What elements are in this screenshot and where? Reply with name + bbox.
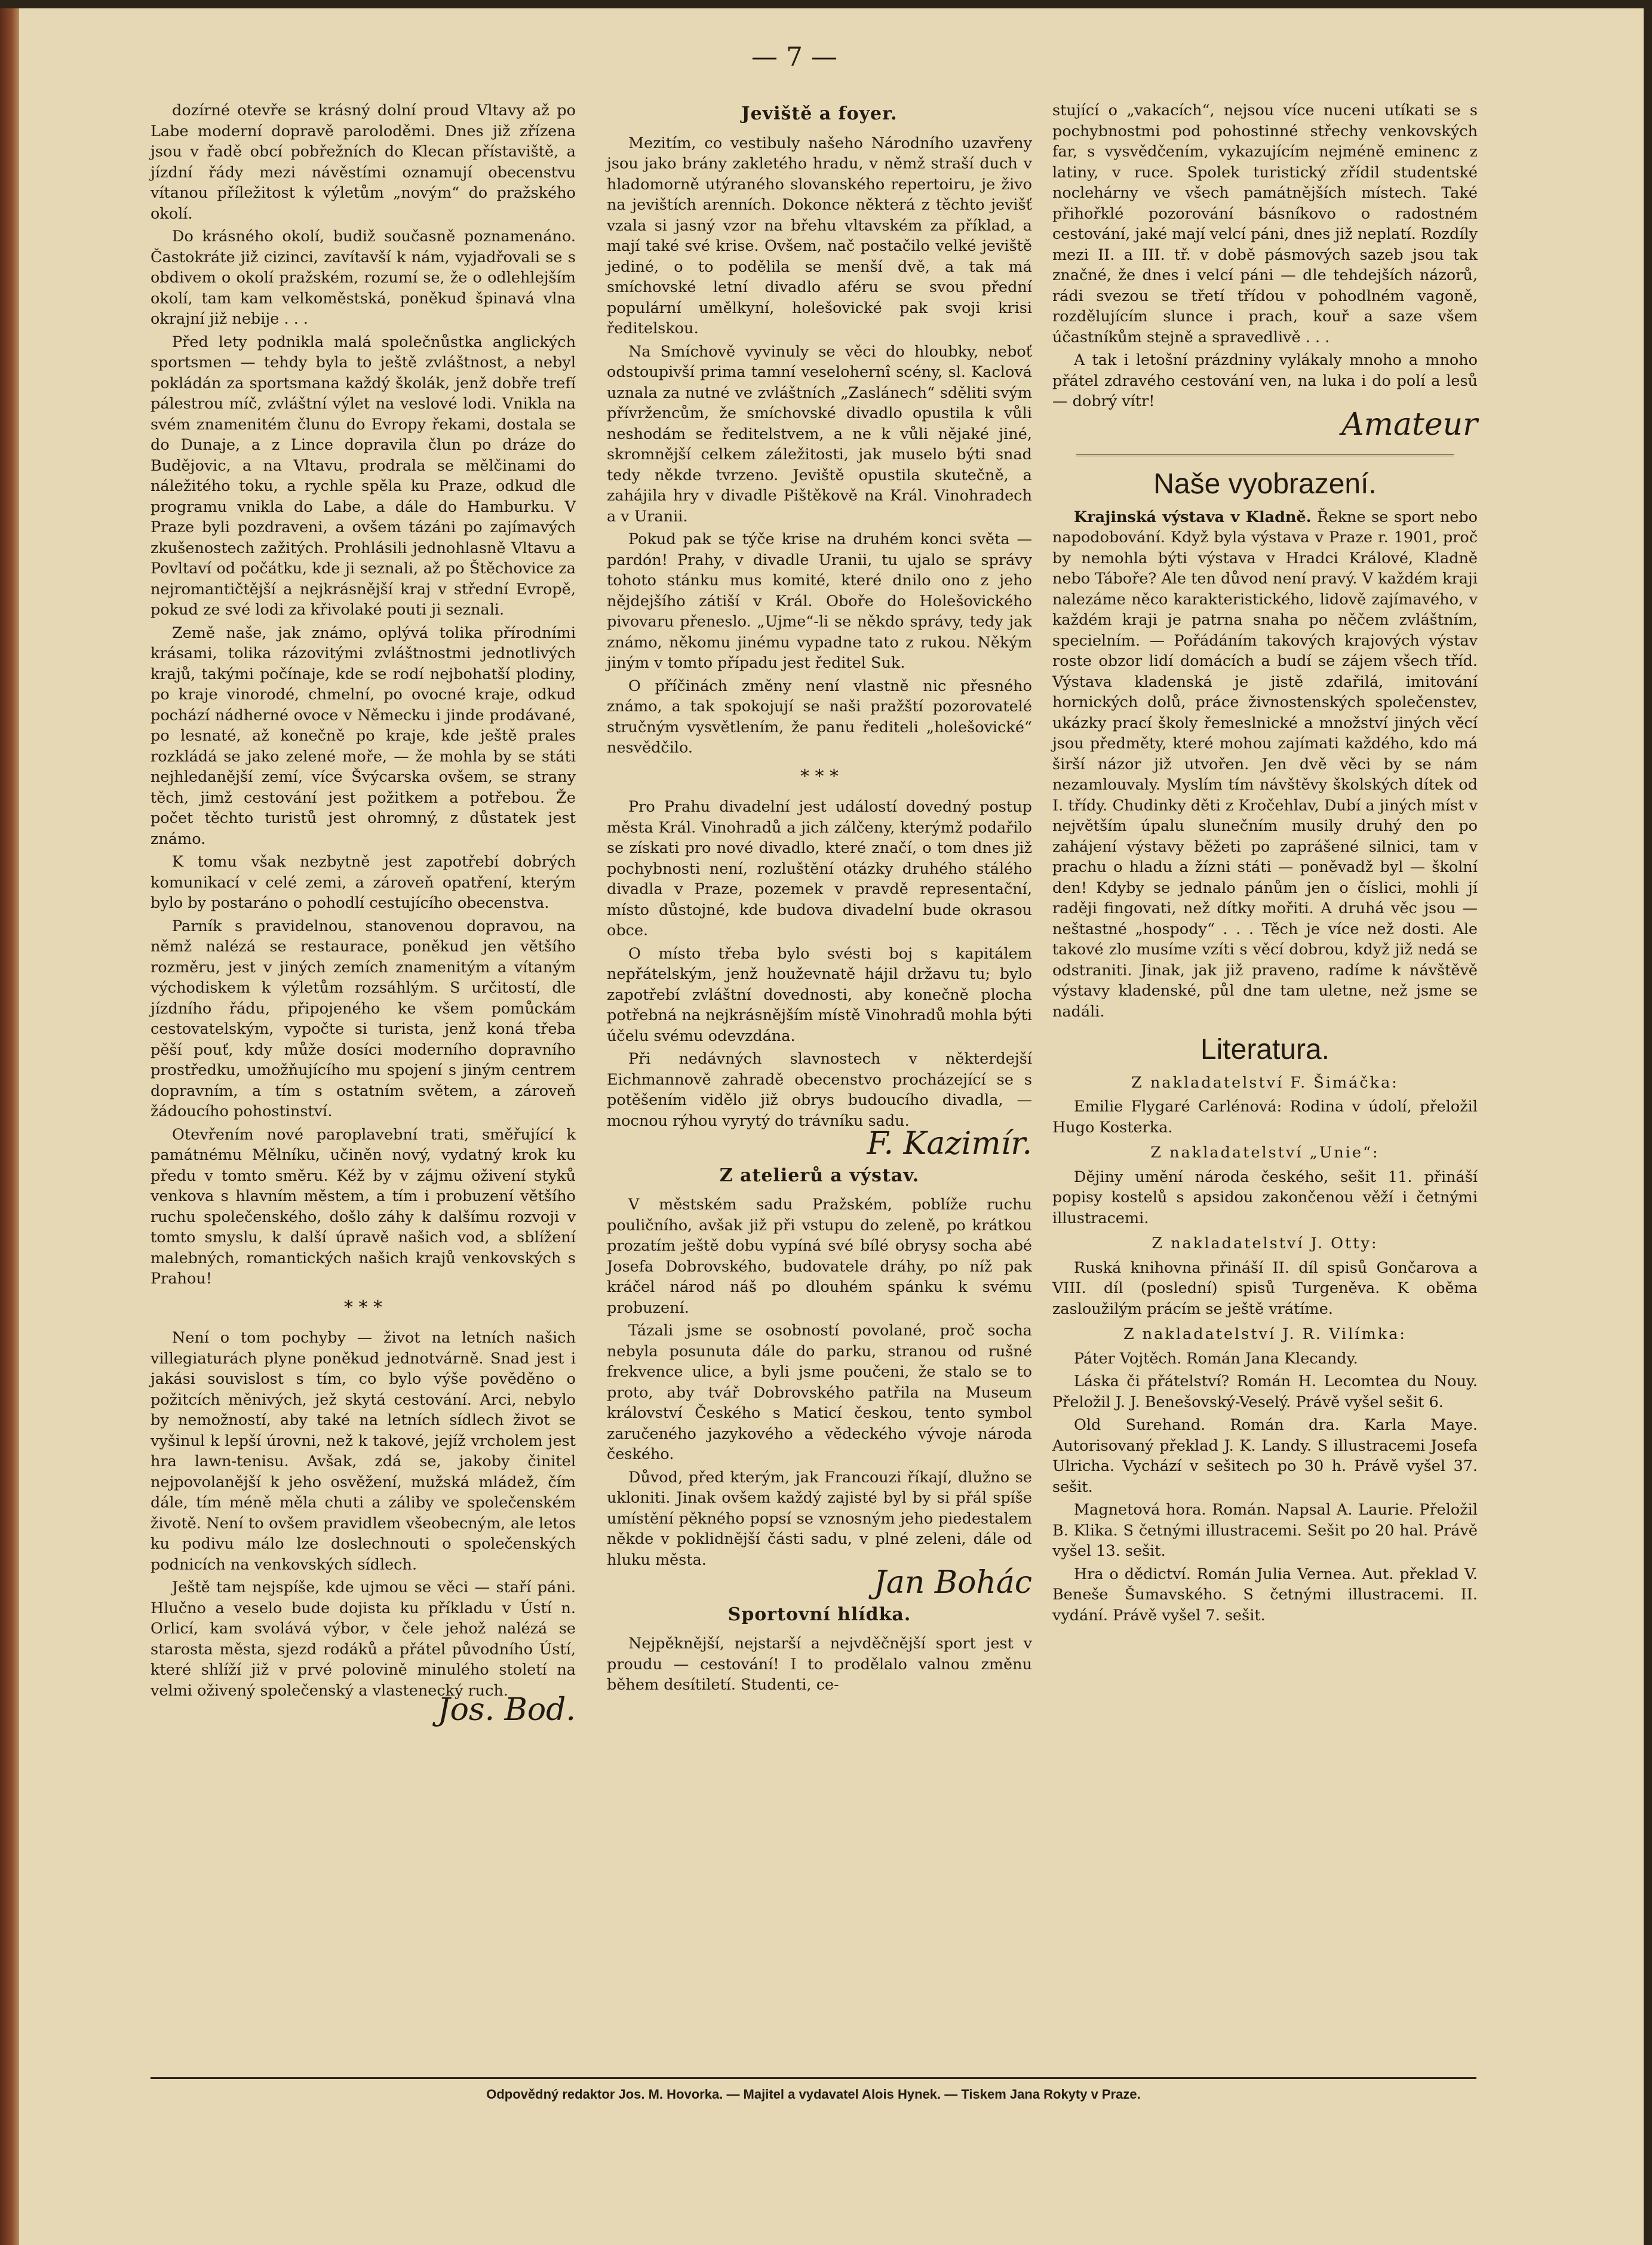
paragraph: Pokud pak se týče krise na druhém konci světa — pardón! Prahy, v divadle Uranii, tu ujalo se správy tohoto stánku mus komité, které dnilo ono z jeho nějdejšího zátiší v Král. Oboře do Holešovického pivovaru přeneslo. „Ujme“-li se někdo správy, tedy jak známo, někomu jinému vypadne tato z rukou. Někým jiným v tomto případu jest ředitel Suk.	[607, 530, 1032, 672]
paragraph: Parník s pravidelnou, stanovenou dopravou, na němž nalézá se restaurace, poněkud jen většího rozměru, jest v jiných zemích znamenitým a vítaným východiskem k výletům rozsáhlým. S určitostí, dle jízdního řádu, připojeného ke všem pomůckám cestovatelským, vypočte si turista, jenž koná třeba pěší pouť, kdy může dosíci moderního dopravního prostředku, umožňujícího mu spojení s jiným centrem dopravním, a tím s ostatním světem, a zároveň žádoucího pohostinství.	[151, 917, 576, 1120]
section-divider-stars: * * *	[800, 766, 839, 787]
exhibition-text: Řekne se sport nebo napodobování. Když byla výstava v Praze r. 1901, proč by nemohla býti výstava v Hradci Králové, Kladně nebo Táboře? Ale ten důvod není pravý. V každém kraji nalezáme něco karakteristického, lidově zajímavého, v každém kraji je patrna snaha po něčem zvláštním, specielním. — Pořádáním takových krajových výstav roste obzor lidí domácích a budí se zájem všech tříd. Výstava kladenská je jistě zdařilá, imitování hornických dolů, práce živnostenských společenstev, ukázky prací školy řemeslnické a množství jiných věcí jsou předměty, které mohou zajímati každého, kdo má širší názor již utvořen. Jen dvě věci by se nám nezamlouvaly. Myslím tím návštěvy školských dítek od I. třídy. Chudinky děti z Kročehlav, Dubí a jiných míst v největším úpalu slunečním musily druhý den po zahájení výstavy běžeti po zaprášené silnici, tam v prachu o hladu a žízni státi — poněvadž byl — školní den! Kdyby se jednalo pánům jen o číslici, mohli jí raději fingovati, než dítky mořiti. A druhá věc jsou — neštastné „hospody“ . . . Těch je více než dosti. Ale takové zlo musíme vzíti s věcí dobrou, když již nedá se odstraniti. Jinak, jak již praveno, radíme k návštěvě výstavy kladenské, půl dne tam uletne, než jsme se nadáli.	[1052, 508, 1478, 1021]
section-rule	[1076, 454, 1454, 456]
section-heading-theatre: Jeviště a foyer.	[741, 103, 898, 124]
scan-edge-top	[0, 0, 1652, 8]
paragraph: V městském sadu Pražském, poblíže ruchu pouličního, avšak již při vstupu do zeleně, po krátkou prozatím ještě dobu vypíná své bílé obrysy socha abé Josefa Dobrovského, budovatele dráhy, po níž pak kráčel národ náš po dlouhém spánku k svému probuzení.	[607, 1196, 1032, 1317]
book-entry: Magnetová hora. Román. Napsal A. Laurie. Přeložil B. Klika. S četnými illustracemi. Sešit po 20 hal. Právě vyšel 13. sešit.	[1052, 1501, 1478, 1560]
exhibition-title: Krajinská výstava v Kladně.	[1074, 508, 1312, 526]
publisher-heading: Z nakladatelství „Unie“:	[1150, 1144, 1380, 1162]
section-heading-ateliers: Z atelierů a výstav.	[719, 1165, 920, 1186]
publisher-heading: Z nakladatelství F. Šimáčka:	[1131, 1073, 1399, 1092]
paragraph: Důvod, před kterým, jak Francouzi říkají, dlužno se ukloniti. Jinak ovšem každý zajisté byl by si přál spíše umístění pěkného popsí se vznosným jeho piedestalem někde v poklidnější části sadu, v plné zeleni, dále od hluku města.	[607, 1468, 1032, 1569]
paragraph: Ještě tam nejspíše, kde ujmou se věci — staří páni. Hlučno a veselo bude dojista ku příkladu v Ústí n. Orlicí, kam svolává výbor, v čele jehož nalézá se starosta města, sjezd rodáků a přátel původního Ústí, které shlíží již v prvé polovině minulého století na velmi oživený společenský a vlastenecký ruch.	[151, 1578, 576, 1700]
author-signature-wrap	[607, 1565, 1032, 1601]
paragraph: Nejpěknější, nejstarší a nejvděčnější sport jest v proudu — cestování! I to prodělalo valnou změnu během desítiletí. Studenti, ce-	[607, 1635, 1032, 1694]
paragraph: Není o tom pochyby — život na letních našich villegiaturách plyne poněkud jednotvárně. Snad jest i jakási souvislost s tím, co bylo výše pověděno o požitcích měnivých, jež skytá cestování. Arci, nebylo by nemožností, aby také na letních sídlech život se vyšinul k lepší úrovni, než k takové, jejíž vrcholem jest hra lawn-tenisu. Avšak, zdá se, jakoby činitel nejpovolanější k jeho osvěžení, mužská mládež, čím dále, tím méně měla chuti a záliby ve společenském životě. Není to ovšem pravidlem všeobecným, ale letos ku podivu málo lze doslechnouti o společenských podnicích na venkovských sídlech.	[151, 1329, 576, 1574]
section-heading-literature: Literatura.	[1200, 1034, 1330, 1065]
author-signature-wrap	[607, 1126, 1032, 1162]
paragraph: Otevřením nové paroplavební trati, směřující k památnému Mělníku, učiněn nový, vydatný krok ku předu v tomto směru. Kéž by v zájmu oživení styků venkova s hlavním městem, a tím i probuzení většího ruchu společenského, došlo záhy k dalšímu rozvoji v tomto smyslu, k další úpravě našich vod, a sblížení malebných, romantických našich krajů venkovských s Prahou!	[151, 1125, 576, 1288]
author-signature: Jos. Bod.	[437, 1692, 576, 1728]
author-signature-wrap	[1052, 406, 1478, 443]
paragraph: Mezitím, co vestibuly našeho Národního uzavřeny jsou jako brány zakletého hradu, v němž straší duch v hladomorně utýraného slovanského repertoiru, je živo na jevištích arenních. Dokonce některá z těchto jevišť vzala si jasný vzor na břehu vltavském za příklad, a mají také své krise. Ovšem, nač postačilo velké jeviště jediné, o to podělila se menší dvě, a tak má smíchovské letní divadlo aféru se svou přední populární umělkyní, holešovické pak svoji krisi ředitelskou.	[607, 134, 1032, 337]
section-heading-images: Naše vyobrazení.	[1153, 468, 1377, 500]
paragraph: A tak i letošní prázdniny vylákaly mnoho a mnoho přátel zdravého cestování ven, na luka i do polí a lesů — dobrý vítr!	[1052, 351, 1478, 410]
paragraph: Při nedávných slavnostech v některdejší Eichmannově zahradě obecenstvo procházející se s potěšením vidělo již obrys budoucího divadla, — mocnou rýhou vyrytý do trávníku sadu.	[607, 1050, 1032, 1130]
paragraph: O příčinách změny není vlastně nic přesného známo, a tak spokojují se naši pražští pozorovatelé stručným vysvětlením, že panu řediteli „holešovické“ nesvědčilo.	[607, 677, 1032, 757]
paragraph: Pro Prahu divadelní jest událostí dovedný postup města Král. Vinohradů a jich zálčeny, kterýmž podařilo se získati pro nové divadlo, které značí, o tom dnes již pochybnosti není, rozluštění otázky druhého stálého divadla v Praze, pozemek v pravdě representační, místo důstojné, kde budova divadelní bude okrasou obce.	[607, 798, 1032, 939]
section-heading-sport: Sportovní hlídka.	[727, 1604, 911, 1625]
section-divider-stars: * * *	[343, 1297, 383, 1318]
column-1	[151, 100, 576, 1726]
paragraph: Tázali jsme se osobností povolané, proč socha nebyla posunuta dále do parku, stranou od rušné frekvence ulice, a byli jsme poučeni, že stalo se to proto, aby tvář Dobrovského patřila na Museum království Českého s Maticí českou, tento symbol zaručeného jazykového a vědeckého vývoje národa českého.	[607, 1322, 1032, 1463]
book-entry: Ruská knihovna přináší II. díl spisů Gončarova a VIII. díl (poslední) spisů Turgeněva. K oběma zasloužilým prácím se ještě vrátíme.	[1052, 1258, 1478, 1318]
column-3	[1052, 100, 1478, 1628]
book-entry: Old Surehand. Román dra. Karla Maye. Autorisovaný překlad J. K. Landy. S illustracemi Josefa Ulricha. Vychází v sešitech po 30 h. Právě vyšel 37. sešit.	[1052, 1416, 1478, 1496]
page-binding	[0, 0, 19, 2245]
author-signature: Jan Bohác	[873, 1565, 1032, 1601]
column-2	[607, 100, 1032, 1698]
paragraph: K tomu však nezbytně jest zapotřebí dobrých komunikací v celé zemi, a zároveň opatření, kterým bylo by postaráno o pohodlí cestujícího obecenstva.	[151, 853, 576, 912]
publisher-heading: Z nakladatelství J. R. Vilímka:	[1123, 1325, 1407, 1343]
paragraph: stující o „vakacích“, nejsou více nuceni utíkati se s pochybnostmi pod pohostinné střechy venkovských far, s vysvědčením, vykazujícím nejméně eminenc z latiny, v ruce. Spolek turistický zřídil studentské noclehárny ve všech památnějších místech. Také přihořklé pozorování básníkovo o radostném cestování, jaké mají velcí páni, dnes již neplatí. Rozdíly mezi II. a III. tř. v době pásmových sazeb jsou tak značné, že dnes i velcí páni — dle tehdejších názorů, rádi svezou se třetí třídou v pohodlném vagoně, rozdělujícím slunce i prach, kouř a saze všem účastníkům stejně a spravedlivě . . .	[1052, 102, 1478, 346]
scan-edge-right	[1644, 0, 1652, 2245]
paragraph: Před lety podnikla malá společnůstka anglických sportsmen — tehdy byla to ještě zvláštnost, a nebyl pokládán za sportsmana každý školák, jenž dobře trefí pálestrou míč, zvláštní výlet na veslové lodi. Vnikla na svém znamenitém člunu do Evropy řekami, dostala se do Dunaje, a z Lince dopravila člun po dráze do Budějovic, a na Vltavu, prodrala se mělčinami do náležitého toku, a rychle spěla ku Praze, odkud dle programu vnikla do Labe, a dále do Hamburku. V Praze byli pozdraveni, a ovšem tázáni po zajímavých zkušenostech zažitých. Prohlásili jednohlasně Vltavu a Povltaví od počátku, kde ji seznali, až po Štěchovice za nejromantičtější a nejkrásnější kraj v střední Evropě, pokud ze své lodi za křivolaké pouti ji seznali.	[151, 333, 576, 619]
paragraph	[1052, 507, 1478, 1022]
imprint-footer: Odpovědný redaktor Jos. M. Hovorka. — Majitel a vydavatel Alois Hynek. — Tiskem Jana Rokyty v Praze.	[486, 2087, 1141, 2102]
author-signature: Amateur	[1341, 406, 1478, 443]
paragraph: Na Smíchově vyvinuly se věci do hloubky, neboť odstoupivší prima tamní veselohernî scény, sl. Kaclová uznala za nutné ve zvláštních „Zaslánech“ sděliti svým přívržencům, že smíchovské divadlo opustila k vůli neshodám se ředitelstvem, a ne k vůli nějaké jiné, skromnější celkem záležitosti, jak muselo býti snad tedy někde tvrzeno. Jeviště opustila skutečně, a zahájila hry v divadle Pištěkově na Král. Vinohradech a v Uranii.	[607, 342, 1032, 526]
author-signature: F. Kazimír.	[867, 1126, 1032, 1162]
paragraph: O místo třeba bylo svésti boj s kapitálem nepřátelským, jenž houževnatě hájil državu tu; bylo zapotřebí zvláštní dovednosti, aby konečně plocha potřebná na nejkrásnějším místě Vinohradů mohla býti účelu svému odevzdána.	[607, 944, 1032, 1045]
footer-rule	[151, 2077, 1476, 2079]
book-entry: Emilie Flygaré Carlénová: Rodina v údolí, přeložil Hugo Kosterka.	[1052, 1098, 1478, 1137]
book-entry: Hra o dědictví. Román Julia Vernea. Aut. překlad V. Beneše Šumavského. S četnými illustracemi. II. vydání. Právě vyšel 7. sešit.	[1052, 1565, 1478, 1624]
book-entry: Láska či přátelství? Román H. Lecomtea du Nouy. Přeložil J. J. Benešovský-Veselý. Právě vyšel sešit 6.	[1052, 1372, 1478, 1411]
paragraph: Země naše, jak známo, oplývá tolika přírodními krásami, tolika rázovitými zvláštnostmi jednotlivých krajů, takými počínaje, kde se rodí nejbohatší plodiny, po kraje vinorodé, chmelní, po ovocné kraje, odkud pochází nádherné ovoce v Německu i jinde prodávané, po lesnaté, až konečně po kraje, kde ještě prales rozkládá se jako zelené moře, — že mohla by se státi nejhledanější zemí, více Švýcarska ovšem, se strany těch, jimž cestování jest požitkem a potřebou. Že počet těchto turistů jest ohromný, z důstatek jest známo.	[151, 624, 576, 848]
book-entry: Páter Vojtěch. Román Jana Klecandy.	[1074, 1349, 1358, 1368]
author-signature-wrap	[151, 1692, 576, 1728]
publisher-heading: Z nakladatelství J. Otty:	[1152, 1234, 1378, 1252]
paragraph: dozírné otevře se krásný dolní proud Vltavy až po Labe moderní dopravě paroloděmi. Dnes již zřízena jsou v řadě obcí pobřežních do Klecan přístaviště, a jízdní řády mezi návěstími oznamují obecenstvu vítanou příležitost k výletům „novým“ do pražského okolí.	[151, 102, 576, 223]
page-number: — 7 —	[751, 42, 837, 72]
book-entry: Dějiny umění národa českého, sešit 11. přináší popisy kostelů s apsidou zakončenou věží i četnými illustracemi.	[1052, 1168, 1478, 1227]
paragraph: Do krásného okolí, budiž současně poznamenáno. Častokráte již cizinci, zavítavší k nám, vyjadřovali se s obdivem o okolí pražském, rozumí se, že o odlehlejším okolí, tam kam velkoměstská, poněkud špinavá vlna okrajní již nebije . . .	[151, 228, 576, 328]
